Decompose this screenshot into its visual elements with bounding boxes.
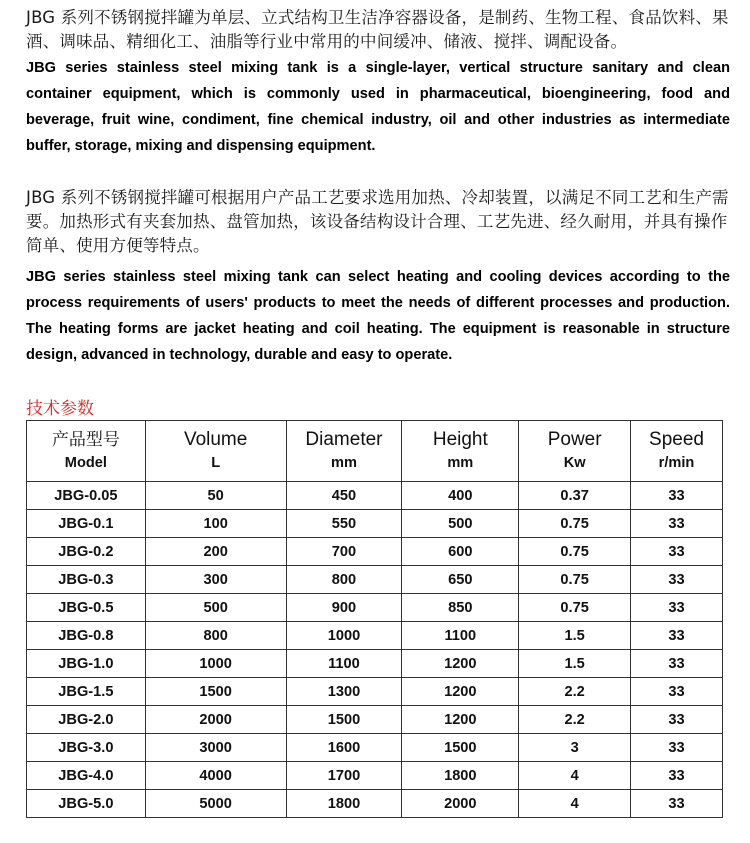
cell-speed: 33	[631, 482, 723, 510]
cell-volume: 800	[145, 622, 286, 650]
table-row	[27, 650, 723, 678]
cell-height: 850	[402, 594, 519, 622]
cell-height: 400	[402, 482, 519, 510]
cell-model: JBG-4.0	[27, 762, 146, 790]
cell-diameter: 450	[286, 482, 402, 510]
cell-power: 0.75	[519, 566, 631, 594]
cell-volume: 5000	[145, 790, 286, 818]
table-row	[27, 734, 723, 762]
cell-diameter: 1300	[286, 678, 402, 706]
cell-height: 650	[402, 566, 519, 594]
table-row	[27, 594, 723, 622]
cell-volume: 50	[145, 482, 286, 510]
cell-diameter: 550	[286, 510, 402, 538]
column-header-model	[27, 421, 146, 482]
cell-speed: 33	[631, 566, 723, 594]
intro-paragraph-2-english: JBG series stainless steel mixing tank can select heating and cooling devices according to the process requirements of users' products to meet the needs of different processes and production. The heating forms are jacket heating and coil heating. The equipment is reasonable in structure design, advanced in technology, durable and easy to operate.	[26, 269, 730, 363]
cell-volume: 500	[145, 594, 286, 622]
table-row	[27, 706, 723, 734]
cell-speed: 33	[631, 594, 723, 622]
cell-power: 0.75	[519, 594, 631, 622]
table-row	[27, 762, 723, 790]
cell-power: 1.5	[519, 622, 631, 650]
cell-height: 500	[402, 510, 519, 538]
table-row	[27, 510, 723, 538]
cell-height: 2000	[402, 790, 519, 818]
cell-volume: 2000	[145, 706, 286, 734]
cell-power: 2.2	[519, 706, 631, 734]
column-header-speed	[631, 421, 723, 482]
cell-volume: 1000	[145, 650, 286, 678]
intro-paragraph-1-english: JBG series stainless steel mixing tank is a single-layer, vertical structure sanitary and clean container equipment, which is commonly used in pharmaceutical, bioengineering, food and beverage, fruit wine, condiment, fine chemical industry, oil and other industries as intermediate buffer, storage, mixing and dispensing equipment.	[26, 60, 730, 154]
cell-height: 1200	[402, 678, 519, 706]
column-header-label: 产品型号	[51, 430, 120, 450]
spec-table-header-row	[27, 421, 723, 482]
cell-power: 0.37	[519, 482, 631, 510]
column-header-label: Power	[547, 429, 602, 450]
cell-speed: 33	[631, 650, 723, 678]
cell-height: 1100	[402, 622, 519, 650]
cell-model: JBG-0.3	[27, 566, 146, 594]
cell-diameter: 1600	[286, 734, 402, 762]
column-header-label: Volume	[183, 429, 248, 450]
cell-volume: 300	[145, 566, 286, 594]
cell-speed: 33	[631, 622, 723, 650]
cell-speed: 33	[631, 762, 723, 790]
cell-diameter: 1500	[286, 706, 402, 734]
cell-model: JBG-0.5	[27, 594, 146, 622]
table-row	[27, 678, 723, 706]
cell-diameter: 1700	[286, 762, 402, 790]
cell-power: 2.2	[519, 678, 631, 706]
column-header-unit: mm	[447, 455, 474, 471]
cell-diameter: 700	[286, 538, 402, 566]
cell-speed: 33	[631, 678, 723, 706]
intro-paragraph-1-chinese: JBG 系列不锈钢搅拌罐为单层、立式结构卫生洁净容器设备，是制药、生物工程、食品饮料、果酒、调味品、精细化工、油脂等行业中常用的中间缓冲、储液、搅拌、调配设备。	[26, 8, 729, 51]
cell-height: 1200	[402, 706, 519, 734]
cell-model: JBG-0.2	[27, 538, 146, 566]
column-header-unit: mm	[330, 455, 357, 471]
column-header-label: Diameter	[305, 429, 383, 450]
cell-model: JBG-3.0	[27, 734, 146, 762]
cell-model: JBG-1.5	[27, 678, 146, 706]
cell-power: 1.5	[519, 650, 631, 678]
cell-height: 1800	[402, 762, 519, 790]
cell-height: 600	[402, 538, 519, 566]
column-header-unit: r/min	[658, 455, 695, 471]
column-header-height	[402, 421, 519, 482]
cell-model: JBG-0.8	[27, 622, 146, 650]
cell-power: 0.75	[519, 538, 631, 566]
column-header-volume	[145, 421, 286, 482]
cell-speed: 33	[631, 734, 723, 762]
cell-power: 4	[519, 790, 631, 818]
column-header-label: Height	[432, 429, 488, 450]
cell-volume: 1500	[145, 678, 286, 706]
cell-speed: 33	[631, 538, 723, 566]
column-header-diameter	[286, 421, 402, 482]
cell-volume: 200	[145, 538, 286, 566]
table-row	[27, 566, 723, 594]
cell-model: JBG-2.0	[27, 706, 146, 734]
cell-diameter: 1000	[286, 622, 402, 650]
cell-model: JBG-5.0	[27, 790, 146, 818]
cell-power: 3	[519, 734, 631, 762]
column-header-unit: Kw	[563, 455, 586, 471]
column-header-label: Speed	[649, 429, 704, 450]
spec-table	[26, 420, 723, 818]
intro-paragraph-2-chinese: JBG 系列不锈钢搅拌罐可根据用户产品工艺要求选用加热、冷却装置，以满足不同工艺和生产需要。加热形式有夹套加热、盘管加热，该设备结构设计合理、工艺先进、经久耐用，并具有操作简单、使用方便等特点。	[26, 188, 729, 255]
spec-table-body	[27, 482, 723, 818]
column-header-unit: L	[211, 455, 221, 471]
cell-power: 4	[519, 762, 631, 790]
cell-speed: 33	[631, 790, 723, 818]
cell-volume: 100	[145, 510, 286, 538]
table-row	[27, 538, 723, 566]
table-row	[27, 482, 723, 510]
cell-diameter: 900	[286, 594, 402, 622]
column-header-power	[519, 421, 631, 482]
cell-volume: 4000	[145, 762, 286, 790]
cell-power: 0.75	[519, 510, 631, 538]
column-header-unit: Model	[64, 455, 107, 471]
cell-height: 1200	[402, 650, 519, 678]
cell-model: JBG-0.05	[27, 482, 146, 510]
spec-table-heading: 技术参数	[26, 399, 94, 419]
cell-model: JBG-1.0	[27, 650, 146, 678]
table-row	[27, 622, 723, 650]
cell-model: JBG-0.1	[27, 510, 146, 538]
cell-diameter: 1100	[286, 650, 402, 678]
table-row	[27, 790, 723, 818]
cell-volume: 3000	[145, 734, 286, 762]
cell-diameter: 1800	[286, 790, 402, 818]
cell-speed: 33	[631, 706, 723, 734]
cell-height: 1500	[402, 734, 519, 762]
cell-speed: 33	[631, 510, 723, 538]
cell-diameter: 800	[286, 566, 402, 594]
